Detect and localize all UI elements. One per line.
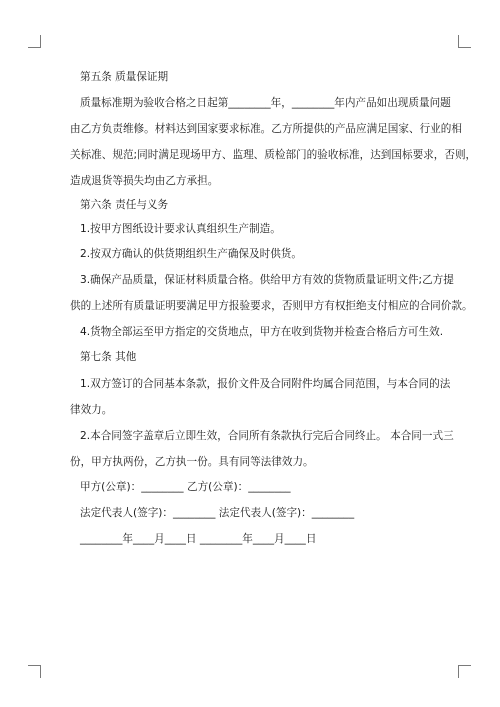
- crop-mark-top-left: [28, 35, 41, 48]
- crop-mark-bottom-right: [458, 665, 471, 678]
- paragraph-line: 供的上述所有质量证明要满足甲方报验要求，否则甲方有权拒绝支付相应的合同价款。: [70, 300, 473, 312]
- list-item: 1.双方签订的合同基本条款，报价文件及合同附件均属合同范围，与本合同的法: [80, 378, 451, 390]
- party-seal-line: 甲方(公章)：________ 乙方(公章)：________: [80, 481, 291, 493]
- paragraph-line: 由乙方负责维修。材料达到国家要求标准。乙方所提供的产品应满足国家、行业的相: [70, 123, 462, 135]
- section-7-heading: 第七条 其他: [80, 351, 137, 363]
- crop-mark-top-right: [458, 35, 471, 48]
- paragraph-line: 份，甲方执两份，乙方执一份。具有同等法律效力。: [70, 456, 314, 468]
- section-6-heading: 第六条 责任与义务: [80, 199, 169, 211]
- crop-mark-bottom-left: [28, 665, 41, 678]
- list-item: 4.货物全部运至甲方指定的交货地点，甲方在收到货物并检查合格后方可生效.: [80, 326, 444, 338]
- paragraph-line: 造成退货等损失均由乙方承担。: [70, 175, 219, 187]
- section-5-heading: 第五条 质量保证期: [80, 71, 169, 83]
- paragraph-line: 律效力。: [70, 404, 113, 416]
- paragraph-line: 关标准、规范;同时满足现场甲方、监理、质检部门的验收标准，达到国标要求，否则，: [70, 149, 477, 161]
- list-item: 2.按双方确认的供货期组织生产确保及时供货。: [80, 248, 302, 260]
- representative-signature-line: 法定代表人(签字)：________ 法定代表人(签字)：________: [80, 507, 355, 519]
- paragraph-line: 质量标准期为验收合格之日起第________年，________年内产品如出现质量问题: [80, 97, 451, 109]
- list-item: 1.按甲方图纸设计要求认真组织生产制造。: [80, 223, 281, 235]
- list-item: 3.确保产品质量，保证材料质量合格。供给甲方有效的货物质量证明文件;乙方提: [80, 274, 454, 286]
- list-item: 2.本合同签字盖章后立即生效，合同所有条款执行完后合同终止。 本合同一式三: [80, 430, 454, 442]
- date-line: ________年____月____日 ________年____月____日: [80, 533, 317, 545]
